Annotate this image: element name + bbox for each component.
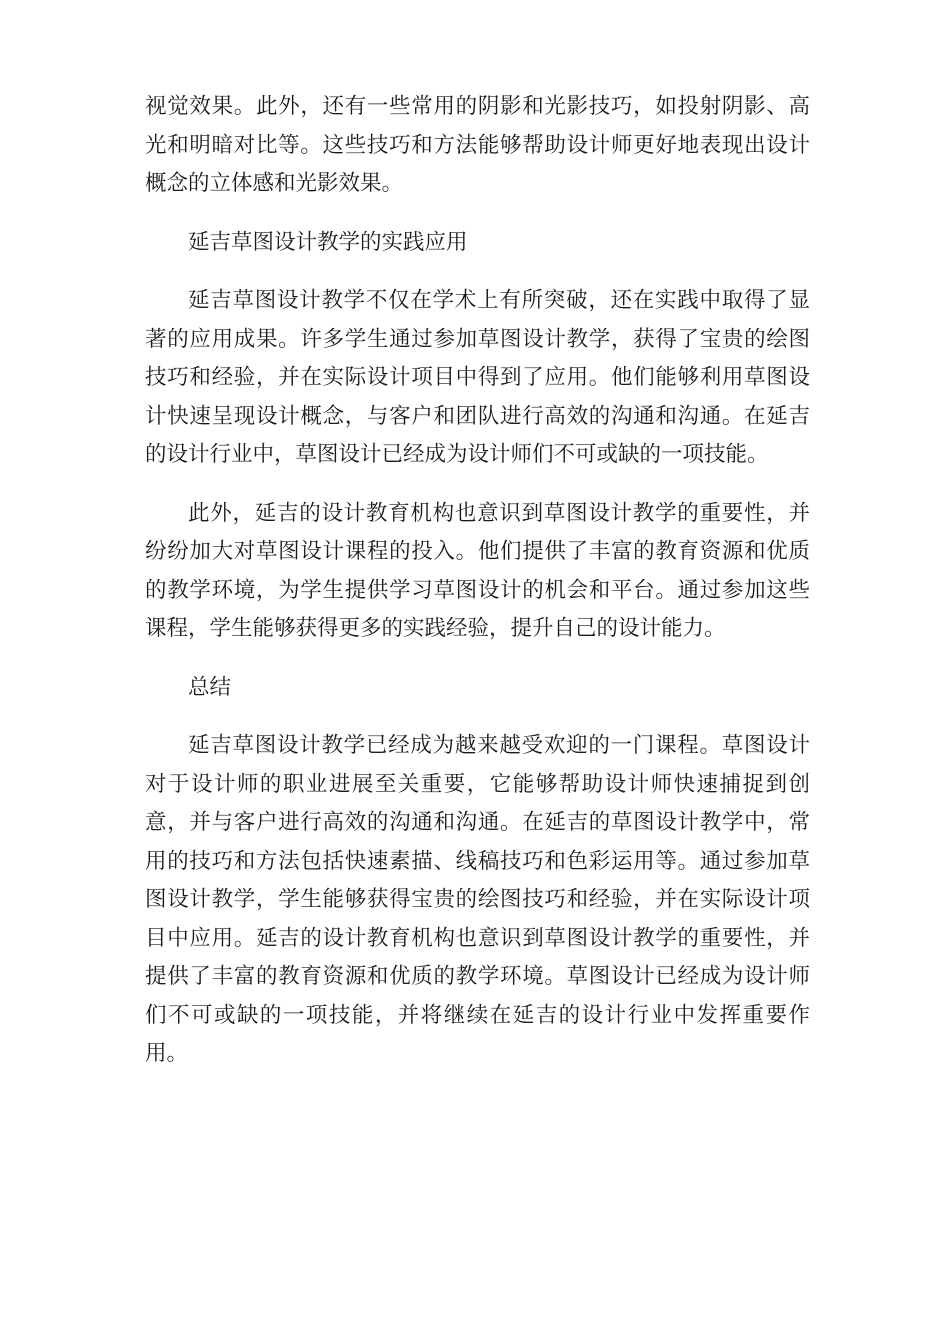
paragraph-practice-results: 延吉草图设计教学不仅在学术上有所突破，还在实践中取得了显著的应用成果。许多学生通过参加草图设计教学，获得了宝贵的绘图技巧和经验，并在实际设计项目中得到了应用。他们能够利用草图设计快速呈现设计概念，与客户和团队进行高效的沟通和沟通。在延吉的设计行业中，草图设计已经成为设计师们不可或缺的一项技能。 bbox=[145, 288, 810, 467]
paragraph-shadow-techniques: 视觉效果。此外，还有一些常用的阴影和光影技巧，如投射阴影、高光和明暗对比等。这些技巧和方法能够帮助设计师更好地表现出设计概念的立体感和光影效果。 bbox=[145, 94, 810, 196]
document-page bbox=[145, 88, 810, 1094]
paragraph-summary: 延吉草图设计教学已经成为越来越受欢迎的一门课程。草图设计对于设计师的职业进展至关重要，它能够帮助设计师快速捕捉到创意，并与客户进行高效的沟通和沟通。在延吉的草图设计教学中，常用的技巧和方法包括快速素描、线稿技巧和色彩运用等。通过参加草图设计教学，学生能够获得宝贵的绘图技巧和经验，并在实际设计项目中应用。延吉的设计教育机构也意识到草图设计教学的重要性，并提供了丰富的教育资源和优质的教学环境。草图设计已经成为设计师们不可或缺的一项技能，并将继续在延吉的设计行业中发挥重要作用。 bbox=[145, 733, 810, 1066]
section-heading-practice: 延吉草图设计教学的实践应用 bbox=[188, 229, 468, 255]
paragraph-education-institutions: 此外，延吉的设计教育机构也意识到草图设计教学的重要性，并纷纷加大对草图设计课程的投入。他们提供了丰富的教育资源和优质的教学环境，为学生提供学习草图设计的机会和平台。通过参加这些课程，学生能够获得更多的实践经验，提升自己的设计能力。 bbox=[145, 500, 810, 641]
section-heading-summary: 总结 bbox=[188, 674, 232, 700]
